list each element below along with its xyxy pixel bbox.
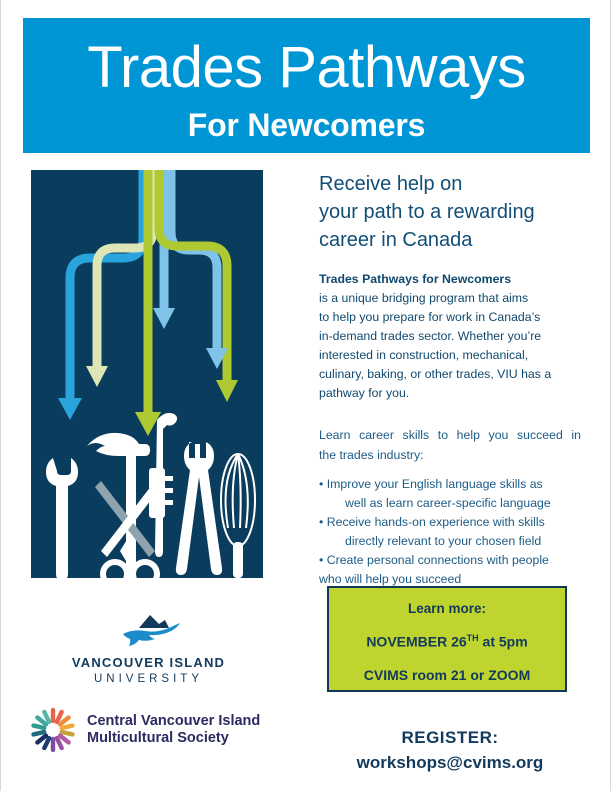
skills-intro-line-2: the trades industry:: [319, 448, 424, 462]
register-label: REGISTER:: [401, 728, 499, 747]
cvims-line-1: Central Vancouver Island: [87, 713, 261, 729]
description-line-3: in-demand trades sector. Whether you’re: [319, 329, 542, 343]
list-item: [319, 513, 581, 551]
bullet-3-line-1: • Create personal connections with people: [319, 553, 549, 567]
program-description: [319, 289, 581, 403]
cvims-petal-burst-icon: [29, 706, 77, 754]
callout-date-text: NOVEMBER 26: [366, 633, 467, 650]
cvims-petal: [37, 736, 46, 743]
cvims-petal: [44, 712, 49, 722]
callout-date: [329, 633, 565, 650]
bullet-1-line-2: well as learn career-specific language: [345, 496, 551, 510]
cvims-petal: [60, 718, 69, 725]
description-line-5: culinary, baking, or other trades, VIU has a: [319, 367, 552, 381]
headline-line-1: Receive help on: [319, 173, 463, 195]
cvims-petal: [44, 738, 49, 748]
cvims-petal: [34, 732, 45, 734]
viu-logo: [61, 612, 236, 685]
pathways-illustration: [31, 170, 263, 578]
viu-logo-sub: UNIVERSITY: [93, 673, 203, 685]
cvims-petal: [57, 712, 62, 722]
cvims-line-2: Multicultural Society: [87, 730, 229, 746]
register-email-link[interactable]: workshops@cvims.org: [356, 753, 544, 772]
callout-location: CVIMS room 21 or ZOOM: [363, 666, 531, 683]
description-line-1: is a unique bridging program that aims: [319, 291, 529, 305]
description-line-4: interested in construction, mechanical,: [319, 348, 529, 362]
bullet-2-line-2: directly relevant to your chosen field: [345, 534, 542, 548]
register-block: [319, 728, 581, 773]
skills-intro: [319, 425, 581, 465]
cvims-logo: [29, 706, 274, 754]
list-item: [319, 551, 581, 589]
cvims-petal: [62, 726, 73, 728]
cvims-petal: [60, 736, 69, 743]
skills-intro-line-1: Learn career skills to help you succeed in: [319, 428, 581, 442]
program-name: Trades Pathways for Newcomers: [319, 272, 512, 286]
cvims-petal: [62, 732, 73, 734]
poster-title: Trades Pathways: [87, 35, 526, 100]
cvims-petal: [37, 718, 46, 725]
callout-date-ordinal: TH: [466, 633, 479, 643]
callout-date-time: at 5pm: [478, 633, 528, 650]
headline-line-3: career in Canada: [319, 229, 473, 251]
skills-bullet-list: [319, 475, 581, 589]
cvims-logo-text: [87, 713, 260, 747]
headline-line-2: your path to a rewarding: [319, 201, 535, 223]
cvims-petal: [34, 726, 45, 728]
viu-mountain-wave-icon: [117, 612, 181, 646]
bullet-1-line-1: • Improve your English language skills as: [319, 477, 543, 491]
headline: [319, 170, 581, 254]
description-line-2: to help you prepare for work in Canada’s: [319, 310, 541, 324]
illustration-panel: [31, 170, 263, 578]
list-item: [319, 475, 581, 513]
event-details-callout: [327, 586, 567, 692]
cvims-petal: [57, 738, 62, 748]
header-banner: [23, 18, 590, 153]
description-line-6: pathway for you.: [319, 386, 410, 400]
bullet-3-line-2: who will help you succeed: [319, 572, 462, 586]
callout-learn-more: Learn more:: [407, 601, 487, 616]
content-column: [319, 170, 581, 589]
bullet-2-line-1: • Receive hands-on experience with skills: [319, 515, 545, 529]
poster-subtitle: For Newcomers: [187, 107, 426, 143]
viu-logo-name: VANCOUVER ISLAND: [71, 655, 226, 670]
